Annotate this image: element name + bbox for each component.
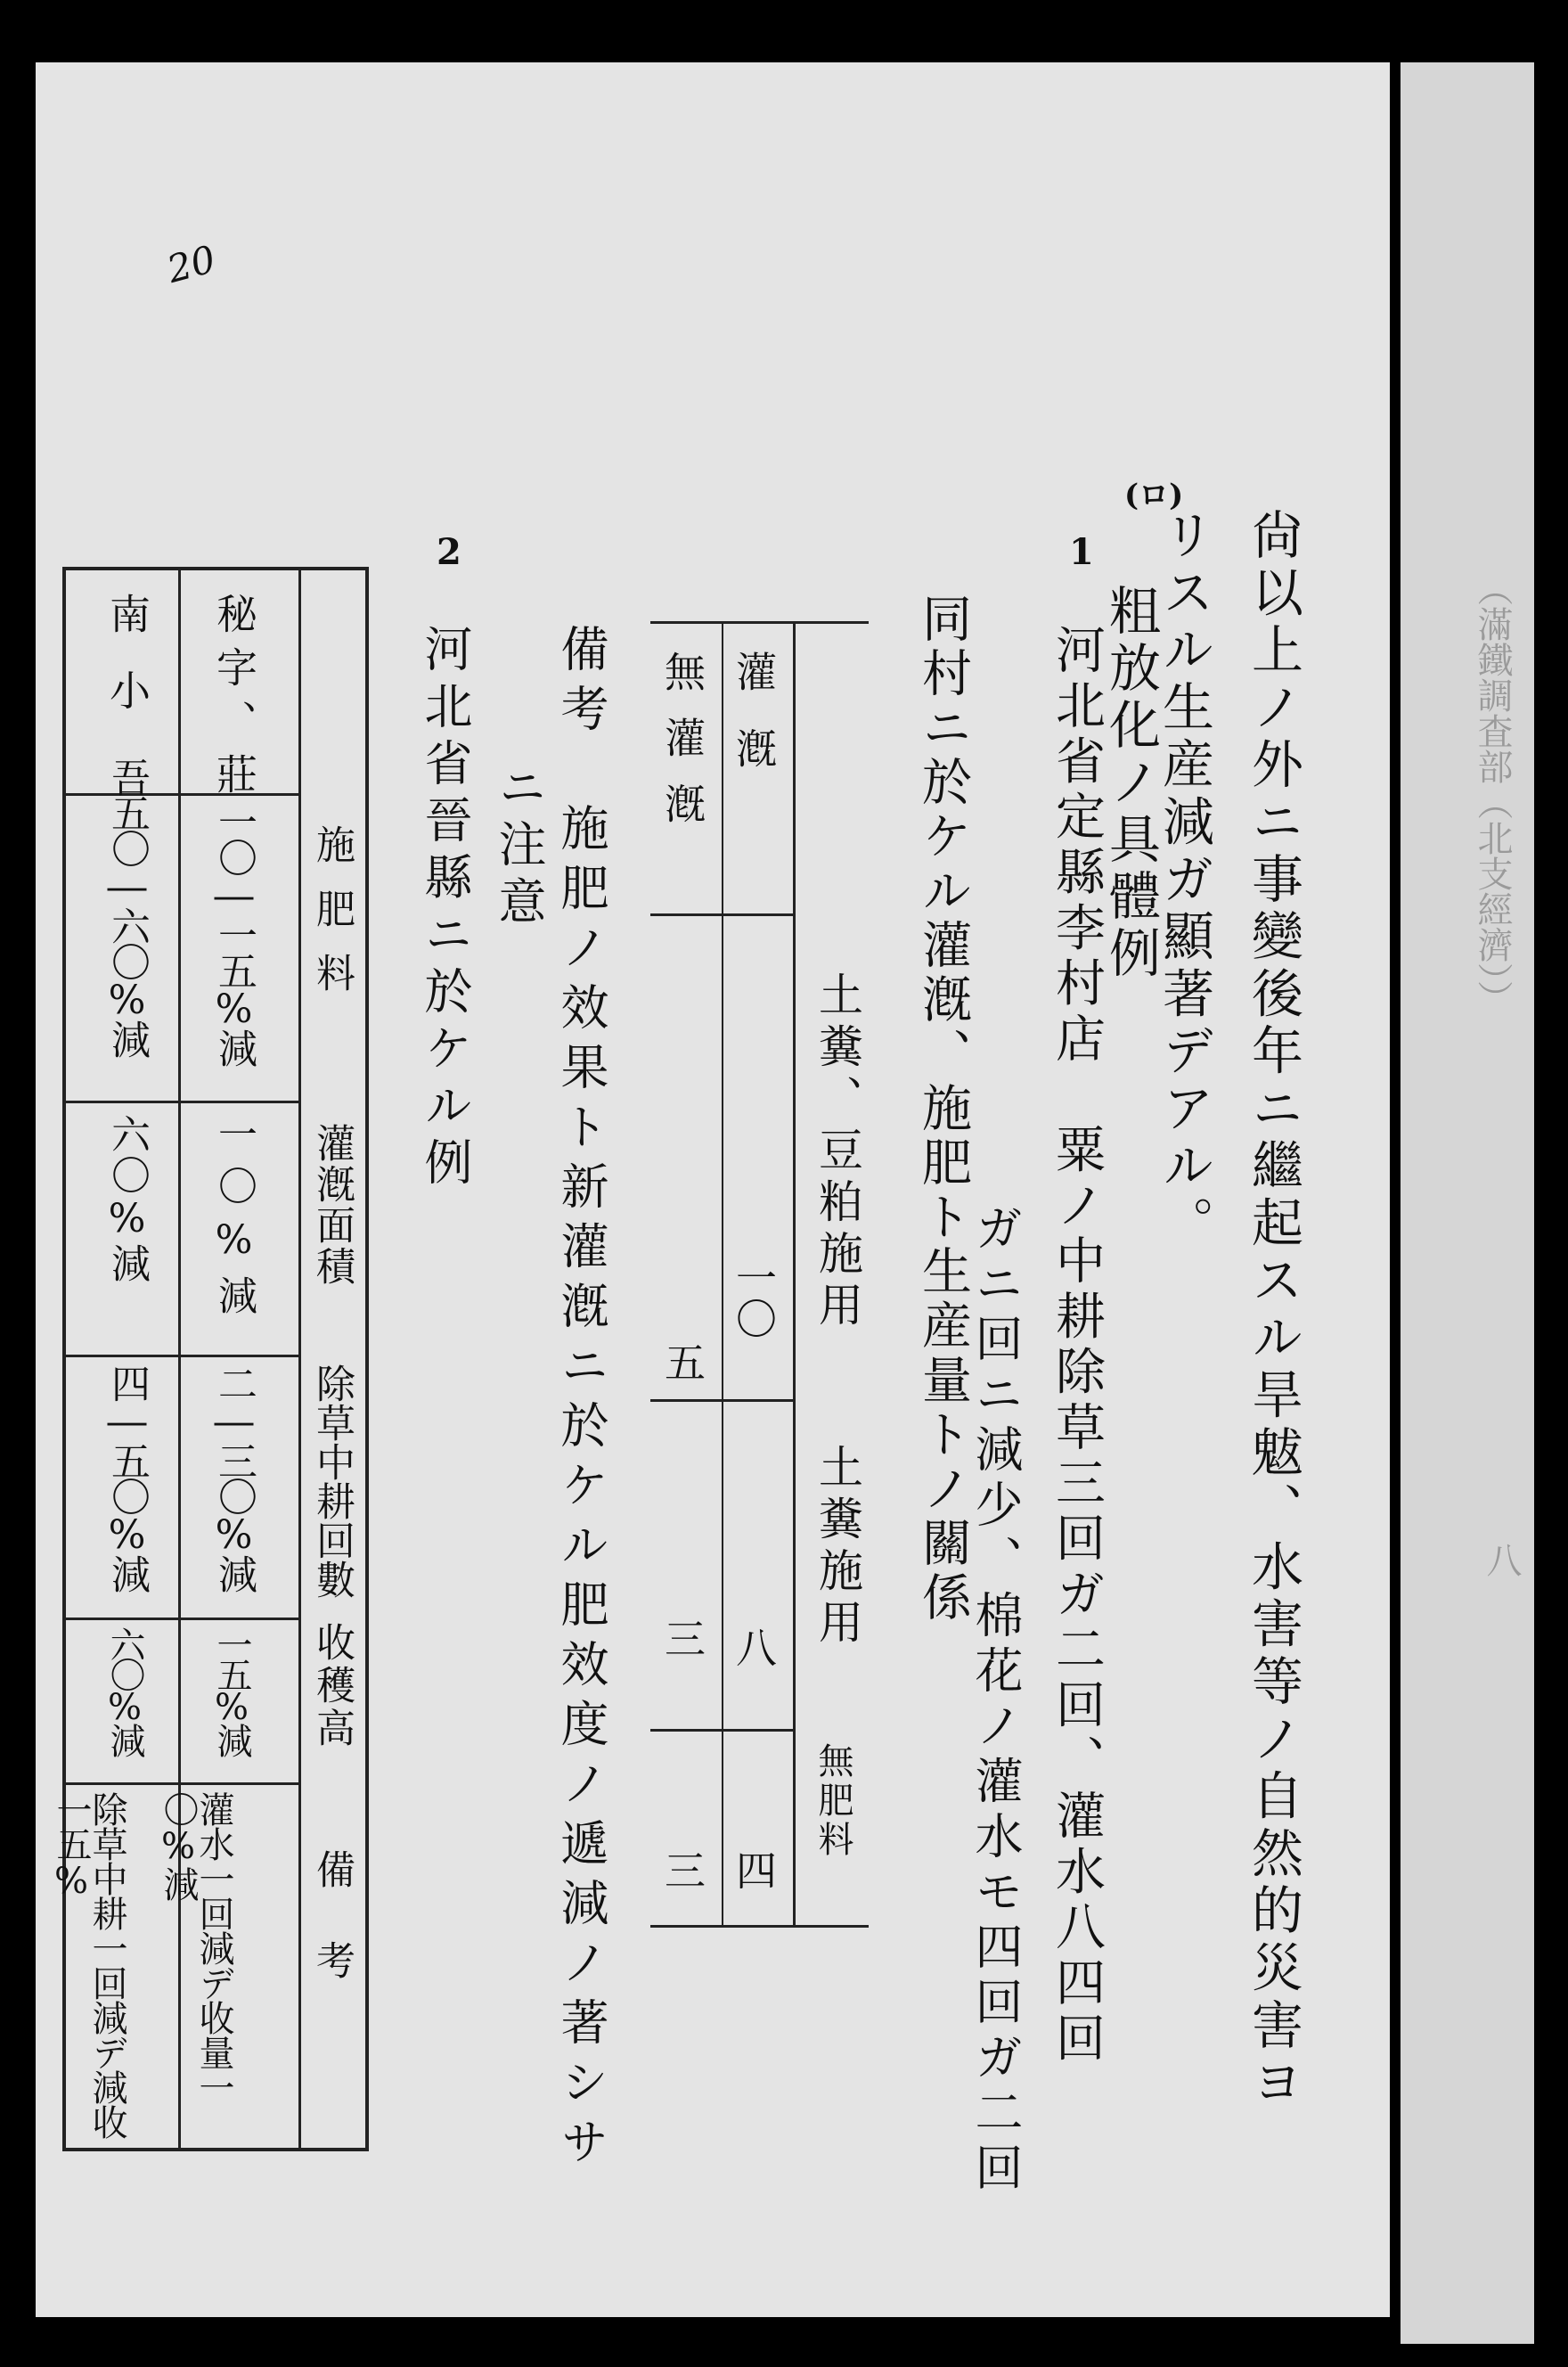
- table2-cell: 一〇―一五%減: [211, 802, 257, 1064]
- table2-cell: 一五%減: [211, 1626, 252, 1753]
- table2-rule: [62, 1618, 298, 1620]
- table2-cell: 二―三〇%減: [211, 1364, 257, 1590]
- example-number: 1: [1069, 531, 1094, 573]
- table2-cell: 一〇%減: [211, 1114, 257, 1327]
- table2-rule: [62, 1101, 298, 1103]
- table1-cell: 八: [730, 1626, 778, 1667]
- table2-note: 灌水一回減デ收量一〇%減: [158, 1791, 234, 2104]
- table1-cell: 三: [658, 1849, 706, 1890]
- adjacent-page-strip: [1401, 62, 1534, 2344]
- table1-rule: [650, 1925, 869, 1928]
- table2-col-header: 灌漑面積: [309, 1123, 355, 1287]
- table1-cell: 三: [658, 1618, 706, 1659]
- table2-col-header: 備考: [309, 1849, 355, 2031]
- table1-rule: [722, 621, 723, 1927]
- table2-col-header: 除草中耕回數: [309, 1364, 355, 1599]
- table1-row-label: 灌漑: [730, 651, 778, 804]
- table2-rule: [62, 1355, 298, 1357]
- example1-line: ガニ回ニ減少、棉花ノ灌水モ四回ガ二回: [968, 1203, 1024, 2198]
- table1-col-header: 土糞施用: [812, 1444, 863, 1650]
- margin-title: （滿鐵調査部（北支經濟））: [1472, 570, 1513, 1016]
- example2-line: 河北省晉縣ニ於ケル例: [417, 624, 473, 1194]
- table1-cell: 四: [730, 1849, 778, 1890]
- table1-cell: 一〇: [730, 1257, 778, 1339]
- margin-page-number: 八: [1481, 1542, 1522, 1577]
- table2-rule: [62, 793, 298, 796]
- table2-cell: 吾五〇―六〇%減: [104, 758, 150, 1055]
- table1-cell: 五: [658, 1341, 706, 1382]
- note-line: 備考 施肥ノ效果ト新灌漑ニ於ケル肥效度ノ遞減ノ著シサ: [553, 624, 609, 2176]
- table2-row-label: 秘字、莊: [210, 593, 258, 807]
- table1-col-header: 無肥料: [813, 1742, 853, 1860]
- table2-row-label: 南小: [103, 593, 151, 746]
- table2-col-header: 施肥料: [309, 824, 355, 1017]
- table2-cell: 四―五〇%減: [104, 1364, 150, 1590]
- paragraph-line: リスル生産減ガ顯著デアル。: [1154, 508, 1214, 1253]
- table2-rule: [62, 1782, 298, 1785]
- section-marker: (ロ): [1124, 478, 1184, 513]
- table1-row-label: 無灌漑: [658, 651, 706, 848]
- table2-rule: [62, 567, 365, 570]
- table2-rule: [298, 567, 301, 2151]
- table1-rule: [650, 621, 869, 624]
- page-right-border: [1390, 62, 1401, 2362]
- table1-col-header: 土糞、豆粕施用: [812, 971, 863, 1333]
- table2-col-header: 收穫高: [309, 1622, 355, 1750]
- paragraph-line: 尙以上ノ外ニ事變後年ニ繼起スル旱魃、水害等ノ自然的災害ヨ: [1243, 508, 1303, 2113]
- section-heading: 粗放化ノ具體例: [1100, 584, 1161, 983]
- table1-rule: [793, 621, 796, 1927]
- table2-cell: 六〇%減: [104, 1114, 150, 1284]
- example1-line: 河北省定縣李村店 粟ノ中耕除草三回ガ二回、灌水八四回: [1048, 624, 1106, 2068]
- note-line: ニ注意: [491, 762, 547, 933]
- table2-rule: [365, 567, 369, 2151]
- example-number: 2: [437, 531, 461, 573]
- table2-rule: [62, 2148, 365, 2151]
- handwritten-number: 20: [162, 236, 220, 292]
- table2-cell: 六〇%減: [104, 1626, 145, 1753]
- example1-line: 同村ニ於ケル灌漑、施肥ト生産量トノ關係: [914, 593, 972, 1626]
- table2-note: 除草中耕一回減デ減收一五%: [51, 1791, 127, 2139]
